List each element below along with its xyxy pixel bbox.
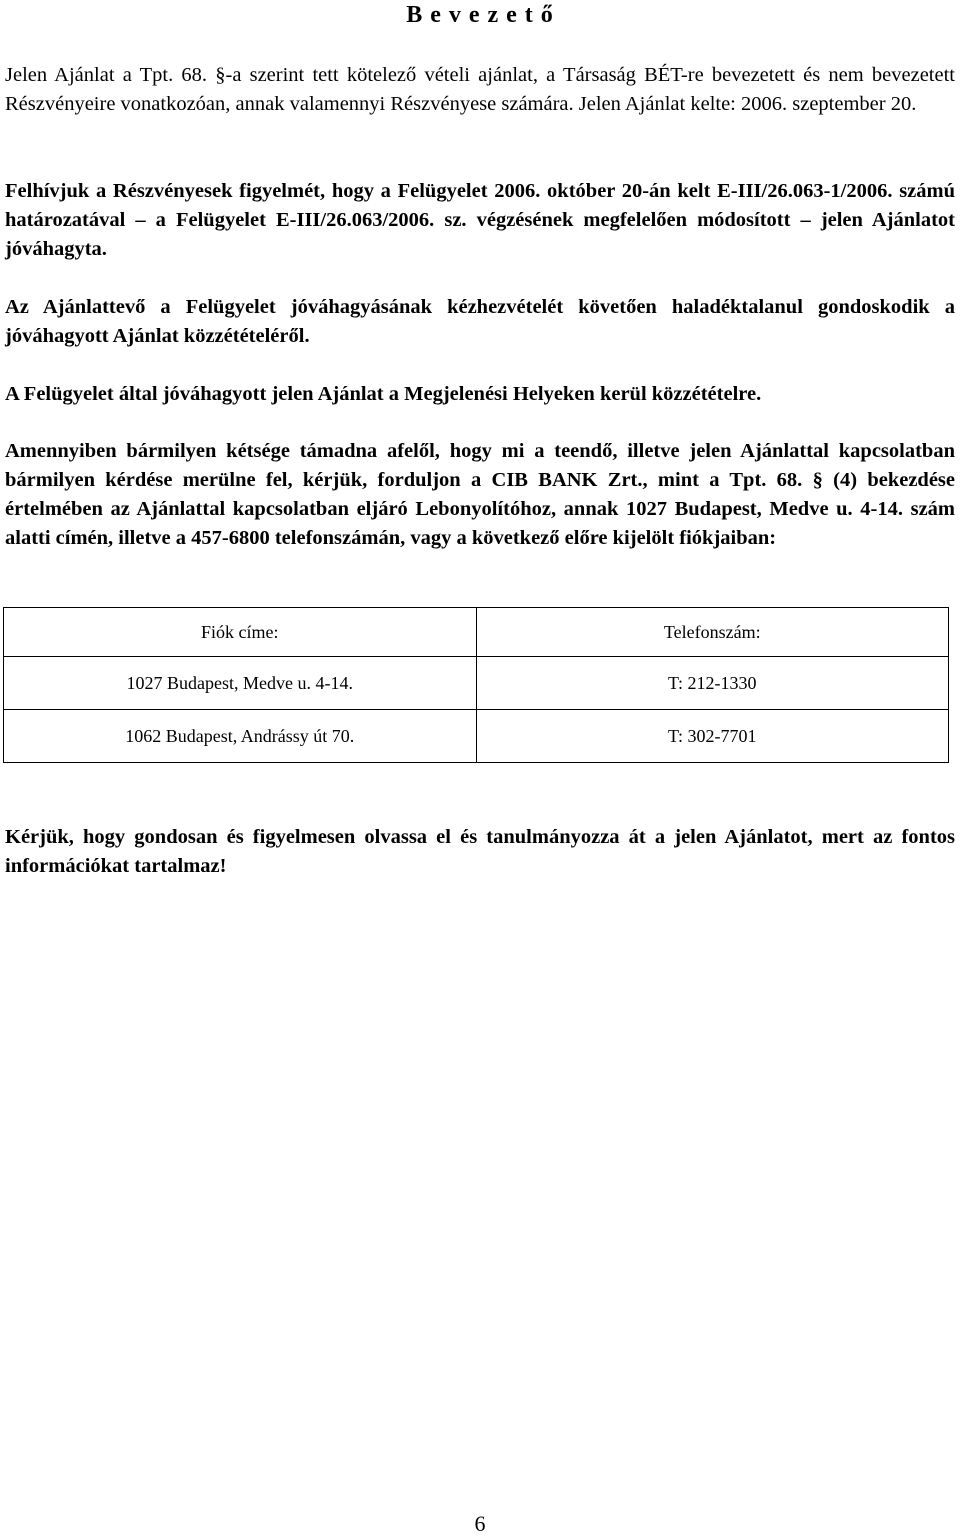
publication-places-paragraph: A Felügyelet által jóváhagyott jelen Ajánlat a Megjelenési Helyeken kerül közzétételre. [5,383,762,405]
branch-address-cell: 1027 Budapest, Medve u. 4-14. [4,657,477,710]
branch-phone-cell: T: 302-7701 [476,710,949,763]
publication-paragraph: Az Ajánlattevő a Felügyelet jóváhagyásának kézhezvételét követően haladéktalanul gondoskodik a jóváhagyott Ajánlat közzétételéről. [5,296,955,347]
branch-phone-cell: T: 212-1330 [476,657,949,710]
intro-paragraph: Jelen Ajánlat a Tpt. 68. §-a szerint tett kötelező vételi ajánlat, a Társaság BÉT-re bevezetett és nem bevezetett Részvényeire vonatkozóan, annak valamennyi Részvényese számára. Jelen Ajánlat kelte: 2006. szeptember 20. [5,64,955,115]
closing-paragraph: Kérjük, hogy gondosan és figyelmesen olvassa el és tanulmányozza át a jelen Ajánlatot, mert az fontos információkat tartalmaz! [5,826,955,877]
column-header-phone: Telefonszám: [476,608,949,657]
notice-paragraph: Felhívjuk a Részvényesek figyelmét, hogy a Felügyelet 2006. október 20-án kelt E-III/26.063-1/2006. számú határozatával – a Felügyelet E-III/26.063/2006. sz. végzésének megfelelően módosított – jelen Ajánlatot jóváhagyta. [5,180,955,260]
table-row [4,657,949,710]
contact-paragraph: Amennyiben bármilyen kétsége támadna afelől, hogy mi a teendő, illetve jelen Ajánlattal kapcsolatban bármilyen kérdése merülne fel, kérjük, forduljon a CIB BANK Zrt., mint a Tpt. 68. § (4) bekezdése értelmében az Ajánlattal kapcsolatban eljáró Lebonyolítóhoz, annak 1027 Budapest, Medve u. 4-14. szám alatti címén, illetve a 457-6800 telefonszámán, vagy a következő előre kijelölt fiókjaiban: [5,440,955,549]
column-header-address: Fiók címe: [4,608,477,657]
page-title: B e v e z e t ő [406,2,554,28]
page-number: 6 [474,1511,486,1536]
branch-table [3,607,949,763]
table-header-row [4,608,949,657]
table-row [4,710,949,763]
branch-address-cell: 1062 Budapest, Andrássy út 70. [4,710,477,763]
